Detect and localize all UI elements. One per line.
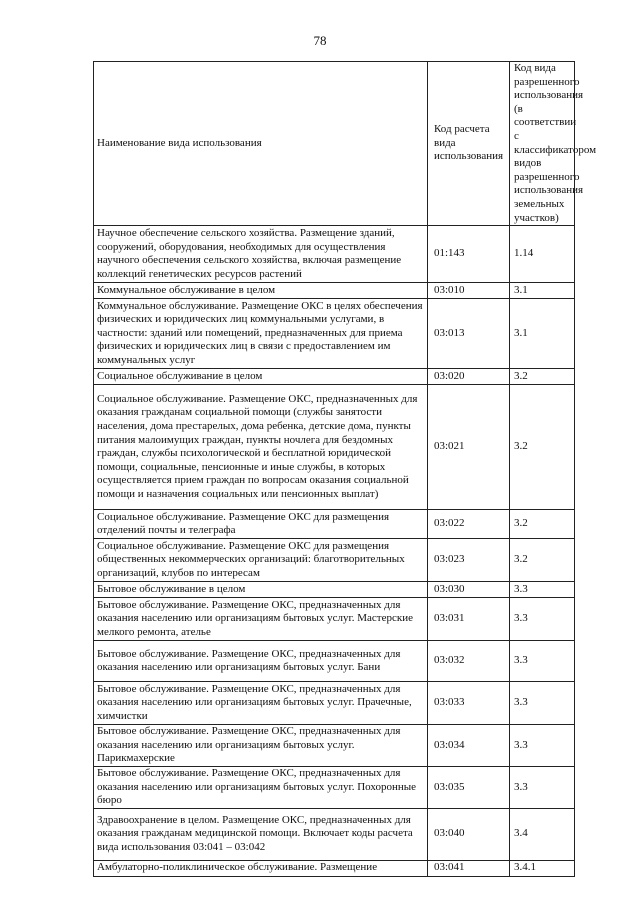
cell-calc-code: 03:021: [428, 385, 510, 510]
header-vri-code: Код вида разрешенного использования (в соответствии с классификатором видов разрешенного использования земельных участков): [510, 62, 575, 226]
cell-vri-code: 3.2: [510, 369, 575, 385]
header-use-name: Наименование вида использования: [94, 62, 428, 226]
cell-use-name: Здравоохранение в целом. Размещение ОКС, предназначенных для оказания гражданам медицинской помощи. Включает коды расчета вида использования 03:041 – 03:042: [94, 808, 428, 860]
table-row: [94, 539, 575, 582]
table-row: [94, 385, 575, 510]
cell-vri-code: 3.3: [510, 641, 575, 682]
cell-use-name: Бытовое обслуживание. Размещение ОКС, предназначенных для оказания населению или организациям бытовых услуг. Мастерские мелкого ремонта, ателье: [94, 598, 428, 641]
cell-vri-code: 3.2: [510, 510, 575, 539]
cell-use-name: Социальное обслуживание. Размещение ОКС для размещения отделений почты и телеграфа: [94, 510, 428, 539]
land-use-table: [93, 61, 597, 877]
cell-use-name: Социальное обслуживание. Размещение ОКС, предназначенных для оказания гражданам социальной помощи (службы занятости населения, дома престарелых, дома ребенка, детские дома, пункты питания малоимущих граждан, пункты ночлега для бездомных граждан, службы психологической и бесплатной юридической помощи, социальные, пенсионные и иные службы, в которых осуществляется прием граждан по вопросам оказания социальной помощи и назначения социальных или пенсионных выплат): [94, 385, 428, 510]
cell-calc-code: 03:020: [428, 369, 510, 385]
table-row: [94, 766, 575, 808]
cell-use-name: Коммунальное обслуживание в целом: [94, 283, 428, 299]
cell-calc-code: 03:022: [428, 510, 510, 539]
table-row: [94, 582, 575, 598]
table-row: [94, 682, 575, 725]
table-header-row: [94, 62, 575, 226]
cell-vri-code: 3.3: [510, 682, 575, 725]
cell-use-name: Бытовое обслуживание. Размещение ОКС, предназначенных для оказания населению или организациям бытовых услуг. Прачечные, химчистки: [94, 682, 428, 725]
cell-use-name: Бытовое обслуживание. Размещение ОКС, предназначенных для оказания населению или организациям бытовых услуг. Похоронные бюро: [94, 766, 428, 808]
cell-use-name: Социальное обслуживание в целом: [94, 369, 428, 385]
cell-vri-code: 3.2: [510, 539, 575, 582]
table-row: [94, 226, 575, 283]
cell-vri-code: 3.3: [510, 766, 575, 808]
cell-calc-code: 03:031: [428, 598, 510, 641]
table-row: [94, 510, 575, 539]
table-row: [94, 808, 575, 860]
cell-calc-code: 03:023: [428, 539, 510, 582]
cell-use-name: Бытовое обслуживание в целом: [94, 582, 428, 598]
cell-calc-code: 03:013: [428, 299, 510, 369]
cell-vri-code: 3.1: [510, 283, 575, 299]
cell-calc-code: 03:041: [428, 860, 510, 876]
cell-use-name: Амбулаторно-поликлиническое обслуживание. Размещение: [94, 860, 428, 876]
cell-vri-code: 3.3: [510, 582, 575, 598]
table-row: [94, 725, 575, 767]
table-row: [94, 598, 575, 641]
cell-vri-code: 3.2: [510, 385, 575, 510]
cell-vri-code: 1.14: [510, 226, 575, 283]
cell-calc-code: 03:030: [428, 582, 510, 598]
cell-calc-code: 03:040: [428, 808, 510, 860]
cell-vri-code: 3.3: [510, 598, 575, 641]
page-number: 78: [313, 33, 327, 48]
cell-calc-code: 03:032: [428, 641, 510, 682]
cell-use-name: Коммунальное обслуживание. Размещение ОКС в целях обеспечения физических и юридических лиц коммунальными услугами, в частности: зданий или помещений, предназначенных для приема физических и юридических лиц в связи с предоставлением им коммунальных услуг: [94, 299, 428, 369]
table-row: [94, 283, 575, 299]
cell-vri-code: 3.3: [510, 725, 575, 767]
table-row: [94, 369, 575, 385]
table-row: [94, 641, 575, 682]
cell-use-name: Научное обеспечение сельского хозяйства. Размещение зданий, сооружений, оборудования, необходимых для осуществления научного обеспечения сельского хозяйства, включая размещение коллекций генетических ресурсов растений: [94, 226, 428, 283]
cell-calc-code: 03:034: [428, 725, 510, 767]
table-row: [94, 860, 575, 876]
cell-vri-code: 3.4: [510, 808, 575, 860]
cell-vri-code: 3.1: [510, 299, 575, 369]
cell-calc-code: 03:033: [428, 682, 510, 725]
cell-calc-code: 01:143: [428, 226, 510, 283]
cell-calc-code: 03:035: [428, 766, 510, 808]
cell-use-name: Бытовое обслуживание. Размещение ОКС, предназначенных для оказания населению или организациям бытовых услуг. Парикмахерские: [94, 725, 428, 767]
cell-use-name: Бытовое обслуживание. Размещение ОКС, предназначенных для оказания населению или организациям бытовых услуг. Бани: [94, 641, 428, 682]
header-calc-code: Код расчета вида использования: [428, 62, 510, 226]
cell-calc-code: 03:010: [428, 283, 510, 299]
cell-vri-code: 3.4.1: [510, 860, 575, 876]
cell-use-name: Социальное обслуживание. Размещение ОКС для размещения общественных некоммерческих организаций: благотворительных организаций, клубов по интересам: [94, 539, 428, 582]
table-row: [94, 299, 575, 369]
